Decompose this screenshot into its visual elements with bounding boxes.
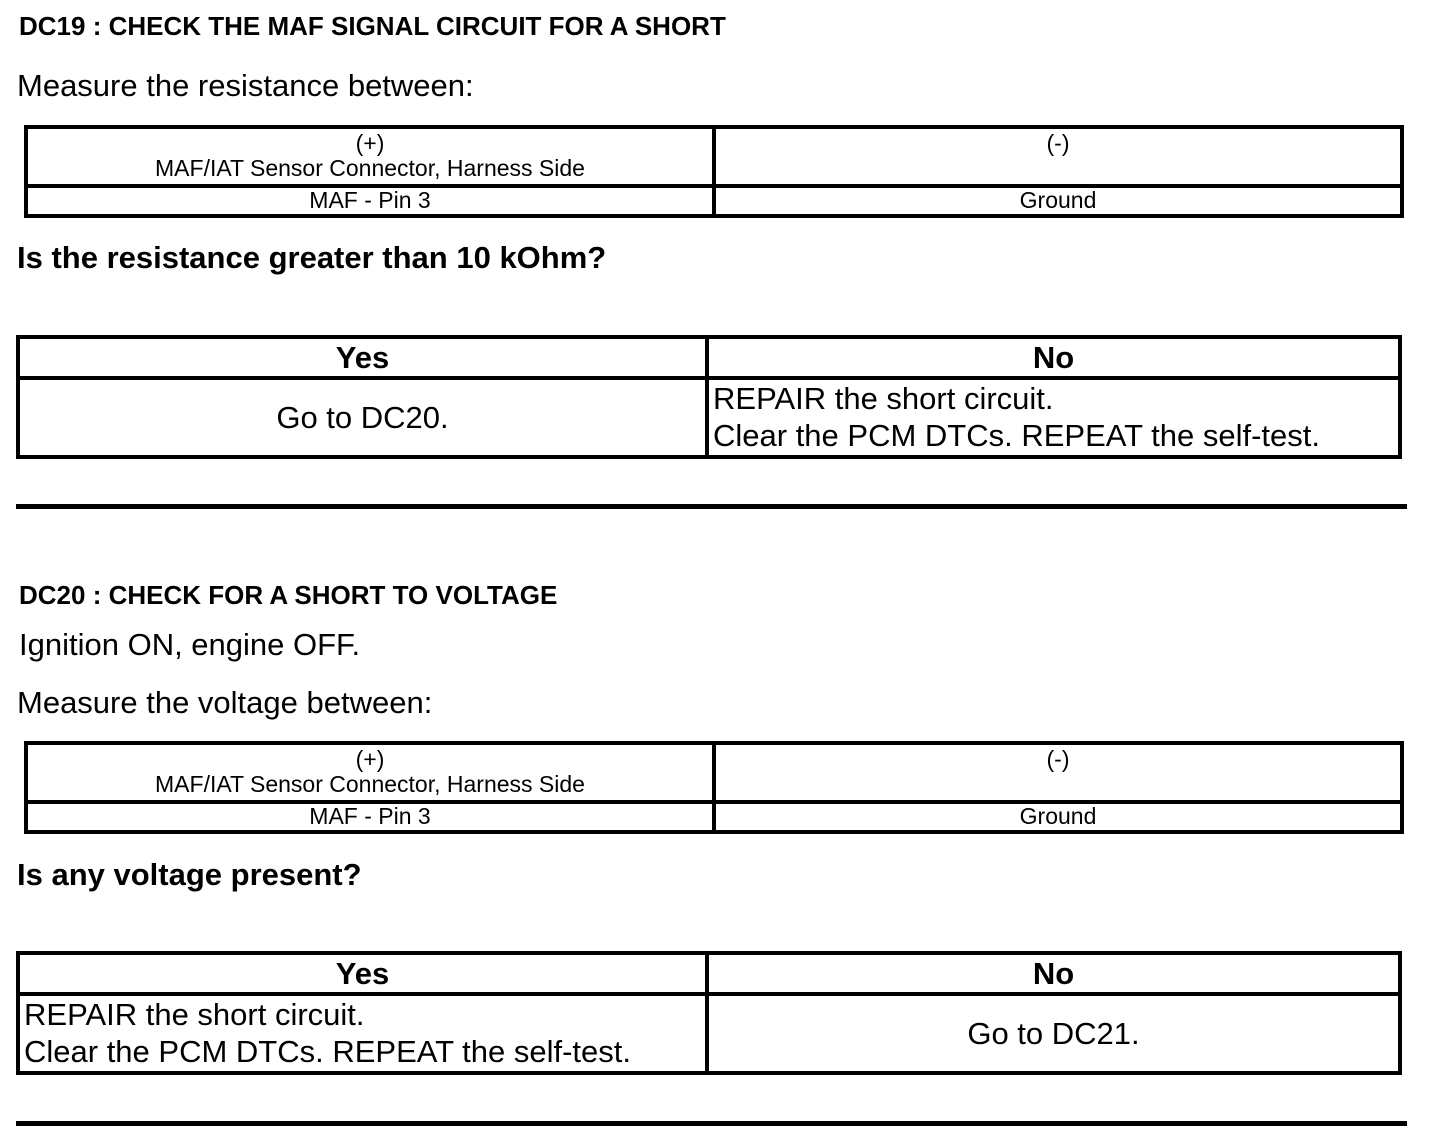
dc19-question: Is the resistance greater than 10 kOhm? <box>17 240 607 275</box>
dc20-no-header: No <box>707 953 1400 994</box>
dc19-instruction: Measure the resistance between: <box>17 68 474 103</box>
dc20-yes-header: Yes <box>18 953 707 994</box>
positive-terminal-label: (+) <box>355 130 385 156</box>
dc19-negative-lead-header <box>714 127 1402 186</box>
dc20-result-table <box>16 951 1402 1075</box>
dc20-step-title: DC20 : CHECK FOR A SHORT TO VOLTAGE <box>19 580 558 610</box>
dc19-yes-header: Yes <box>18 337 707 378</box>
dc19-negative-lead-value: Ground <box>714 186 1402 216</box>
dc20-no-action: Go to DC21. <box>707 994 1400 1072</box>
dc20-negative-lead-header <box>714 743 1402 802</box>
clear-dtc-instruction: Clear the PCM DTCs. REPEAT the self-test. <box>713 418 1320 454</box>
dc19-positive-lead-value: MAF - Pin 3 <box>26 186 714 216</box>
connector-label: MAF/IAT Sensor Connector, Harness Side <box>155 771 585 798</box>
dc20-measure-table <box>24 741 1404 834</box>
dc20-positive-lead-header <box>26 743 714 802</box>
dc19-step-title: DC19 : CHECK THE MAF SIGNAL CIRCUIT FOR A SHORT <box>19 11 726 41</box>
repair-instruction: REPAIR the short circuit. <box>24 997 365 1033</box>
section-divider <box>16 1121 1407 1126</box>
dc20-yes-action <box>18 994 707 1072</box>
dc19-result-table <box>16 335 1402 459</box>
dc20-instruction: Measure the voltage between: <box>17 685 433 720</box>
repair-instruction: REPAIR the short circuit. <box>713 381 1054 417</box>
dc19-positive-lead-header <box>26 127 714 186</box>
dc19-no-action <box>707 378 1400 456</box>
connector-label: MAF/IAT Sensor Connector, Harness Side <box>155 155 585 182</box>
clear-dtc-instruction: Clear the PCM DTCs. REPEAT the self-test. <box>24 1034 631 1070</box>
dc20-negative-lead-value: Ground <box>714 802 1402 832</box>
negative-terminal-label: (-) <box>1046 130 1070 156</box>
dc20-condition: Ignition ON, engine OFF. <box>19 627 361 662</box>
dc19-yes-action: Go to DC20. <box>18 378 707 456</box>
dc19-measure-table <box>24 125 1404 218</box>
dc19-no-header: No <box>707 337 1400 378</box>
negative-terminal-label: (-) <box>1046 746 1070 772</box>
dc20-question: Is any voltage present? <box>17 857 362 892</box>
dc20-positive-lead-value: MAF - Pin 3 <box>26 802 714 832</box>
positive-terminal-label: (+) <box>355 746 385 772</box>
section-divider <box>16 504 1407 509</box>
